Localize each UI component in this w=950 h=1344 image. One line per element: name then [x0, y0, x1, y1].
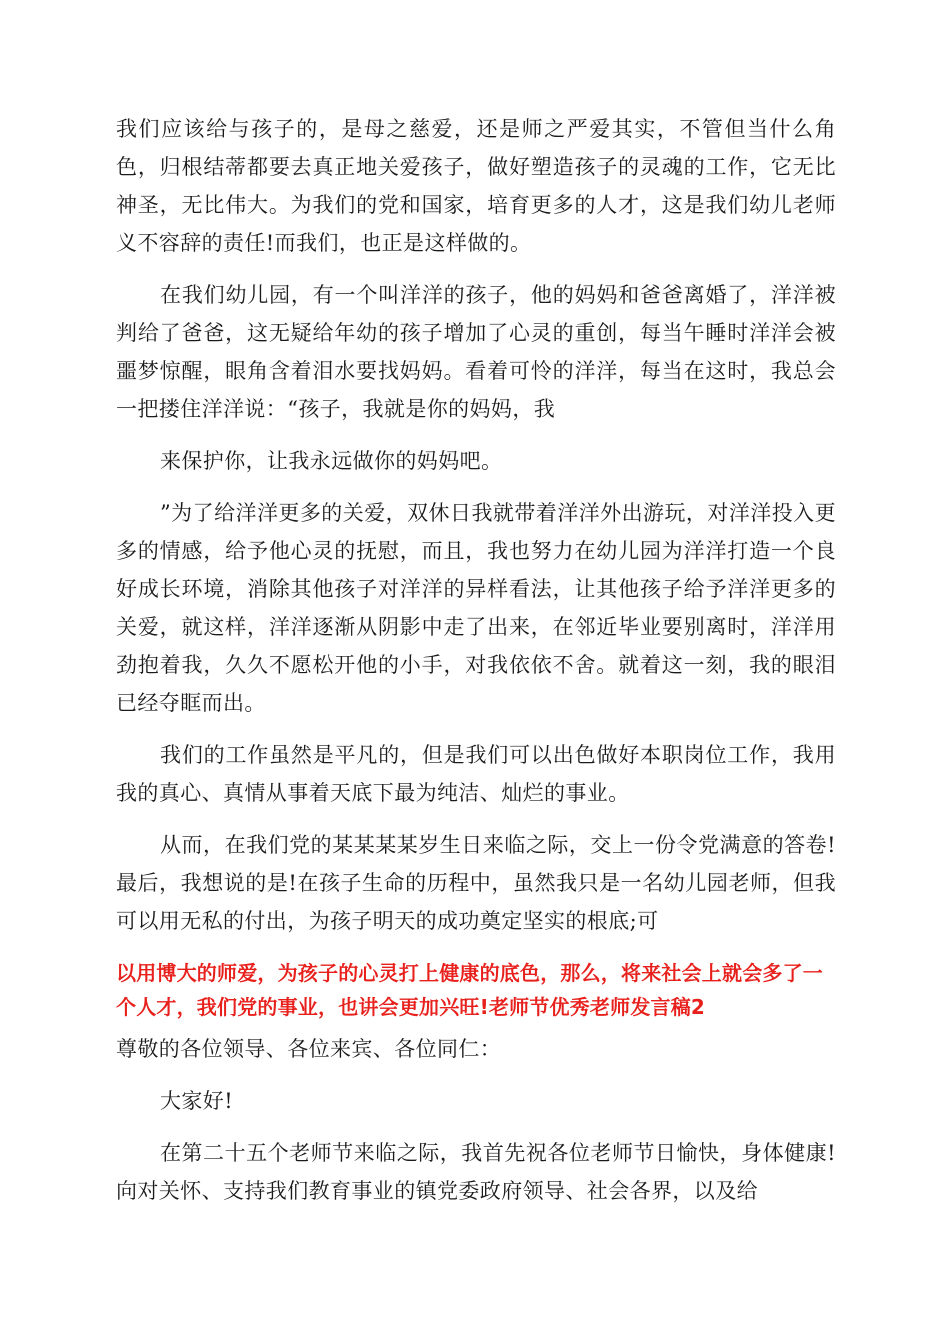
paragraph-1: 我们应该给与孩子的，是母之慈爱，还是师之严爱其实，不管但当什么角色，归根结蒂都要去真正地关爱孩子，做好塑造孩子的灵魂的工作，它无比神圣，无比伟大。为我们的党和国家，培育更多的人才，这是我们幼儿老师义不容辞的责任!而我们，也正是这样做的。: [116, 117, 836, 255]
paragraph-6: 从而，在我们党的某某某某岁生日来临之际，交上一份令党满意的答卷!最后，我想说的是!在孩子生命的历程中，虽然我只是一名幼儿园老师，但我可以用无私的付出，为孩子明天的成功奠定坚实的根底;可: [116, 833, 836, 933]
document-page: [116, 110, 836, 1210]
paragraph-9: 在第二十五个老师节来临之际，我首先祝各位老师节日愉快，身体健康!向对关怀、支持我们教育事业的镇党委政府领导、社会各界，以及给: [116, 1141, 836, 1203]
salutation: 尊敬的各位领导、各位来宾、各位同仁：: [116, 1037, 502, 1061]
paragraph-3: 来保护你，让我永远做你的妈妈吧。: [160, 449, 503, 473]
paragraph-5: 我们的工作虽然是平凡的，但是我们可以出色做好本职岗位工作，我用我的真心、真情从事着天底下最为纯洁、灿烂的事业。: [116, 743, 836, 805]
greeting: 大家好!: [160, 1089, 234, 1113]
paragraph-2: 在我们幼儿园，有一个叫洋洋的孩子，他的妈妈和爸爸离婚了，洋洋被判给了爸爸，这无疑给年幼的孩子增加了心灵的重创，每当午睡时洋洋会被噩梦惊醒，眼角含着泪水要找妈妈。看着可怜的洋洋，每当在这时，我总会一把搂住洋洋说：“孩子，我就是你的妈妈，我: [116, 283, 836, 421]
paragraph-4: ”为了给洋洋更多的关爱，双休日我就带着洋洋外出游玩，对洋洋投入更多的情感，给予他心灵的抚慰，而且，我也努力在幼儿园为洋洋打造一个良好成长环境，消除其他孩子对洋洋的异样看法，让其他孩子给予洋洋更多的关爱，就这样，洋洋逐渐从阴影中走了出来，在邻近毕业要别离时，洋洋用劲抱着我，久久不愿松开他的小手，对我依依不舍。就着这一刻，我的眼泪已经夺眶而出。: [116, 501, 836, 715]
section-heading: 以用博大的师爱，为孩子的心灵打上健康的底色，那么，将来社会上就会多了一个人才，我们党的事业，也讲会更加兴旺!老师节优秀老师发言稿2: [116, 961, 823, 1019]
